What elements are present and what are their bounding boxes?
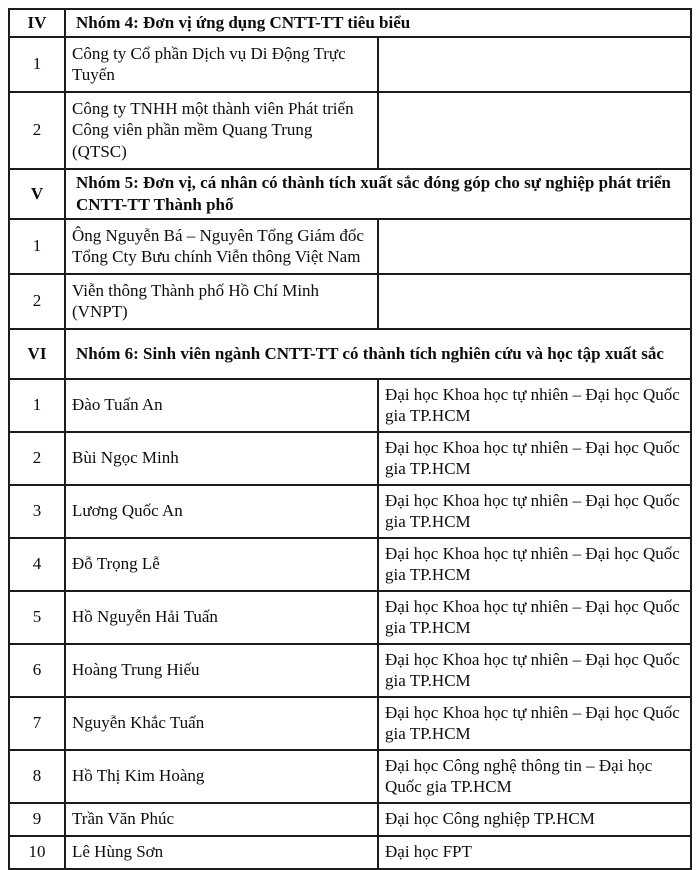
group-title: Nhóm 4: Đơn vị ứng dụng CNTT-TT tiêu biểu bbox=[65, 9, 691, 37]
name-cell: Đỗ Trọng Lễ bbox=[65, 538, 378, 591]
name-cell: Đào Tuấn An bbox=[65, 379, 378, 432]
org-cell: Đại học Khoa học tự nhiên – Đại học Quốc gia TP.HCM bbox=[378, 591, 691, 644]
name-cell: Ông Nguyễn Bá – Nguyên Tổng Giám đốc Tổng Cty Bưu chính Viễn thông Việt Nam bbox=[65, 219, 378, 274]
name-cell: Trần Văn Phúc bbox=[65, 803, 378, 836]
row-number-cell: 4 bbox=[9, 538, 65, 591]
row-number-cell: 5 bbox=[9, 591, 65, 644]
table-row bbox=[9, 591, 691, 644]
org-cell bbox=[378, 219, 691, 274]
table-row bbox=[9, 92, 691, 169]
table-row bbox=[9, 644, 691, 697]
name-cell: Hồ Nguyễn Hải Tuấn bbox=[65, 591, 378, 644]
table-row bbox=[9, 538, 691, 591]
table-row bbox=[9, 750, 691, 803]
org-cell: Đại học FPT bbox=[378, 836, 691, 869]
name-cell: Hồ Thị Kim Hoàng bbox=[65, 750, 378, 803]
name-cell: Lê Hùng Sơn bbox=[65, 836, 378, 869]
table-row bbox=[9, 836, 691, 869]
org-cell: Đại học Khoa học tự nhiên – Đại học Quốc gia TP.HCM bbox=[378, 379, 691, 432]
table-row bbox=[9, 803, 691, 836]
name-cell: Hoàng Trung Hiếu bbox=[65, 644, 378, 697]
row-number-cell: 1 bbox=[9, 37, 65, 92]
group-roman-numeral: IV bbox=[9, 9, 65, 37]
row-number-cell: 2 bbox=[9, 432, 65, 485]
name-cell: Bùi Ngọc Minh bbox=[65, 432, 378, 485]
row-number-cell: 9 bbox=[9, 803, 65, 836]
row-number-cell: 2 bbox=[9, 92, 65, 169]
row-number-cell: 8 bbox=[9, 750, 65, 803]
row-number-cell: 1 bbox=[9, 379, 65, 432]
name-cell: Lương Quốc An bbox=[65, 485, 378, 538]
name-cell: Công ty Cổ phần Dịch vụ Di Động Trực Tuyến bbox=[65, 37, 378, 92]
name-cell: Công ty TNHH một thành viên Phát triển Công viên phần mềm Quang Trung (QTSC) bbox=[65, 92, 378, 169]
row-number-cell: 6 bbox=[9, 644, 65, 697]
org-cell bbox=[378, 37, 691, 92]
org-cell: Đại học Khoa học tự nhiên – Đại học Quốc gia TP.HCM bbox=[378, 644, 691, 697]
group-header-row bbox=[9, 169, 691, 219]
row-number-cell: 1 bbox=[9, 219, 65, 274]
name-cell: Viễn thông Thành phố Hồ Chí Minh (VNPT) bbox=[65, 274, 378, 329]
org-cell: Đại học Khoa học tự nhiên – Đại học Quốc gia TP.HCM bbox=[378, 697, 691, 750]
row-number-cell: 10 bbox=[9, 836, 65, 869]
document-page bbox=[0, 8, 700, 870]
group-roman-numeral: V bbox=[9, 169, 65, 219]
row-number-cell: 7 bbox=[9, 697, 65, 750]
table-row bbox=[9, 697, 691, 750]
row-number-cell: 2 bbox=[9, 274, 65, 329]
group-header-row bbox=[9, 9, 691, 37]
group-title: Nhóm 5: Đơn vị, cá nhân có thành tích xuất sắc đóng góp cho sự nghiệp phát triển CNTT-TT Thành phố bbox=[65, 169, 691, 219]
awards-table bbox=[8, 8, 692, 870]
org-cell: Đại học Công nghệ thông tin – Đại học Quốc gia TP.HCM bbox=[378, 750, 691, 803]
org-cell: Đại học Khoa học tự nhiên – Đại học Quốc gia TP.HCM bbox=[378, 485, 691, 538]
row-number-cell: 3 bbox=[9, 485, 65, 538]
table-row bbox=[9, 37, 691, 92]
table-row bbox=[9, 379, 691, 432]
table-row bbox=[9, 432, 691, 485]
org-cell bbox=[378, 274, 691, 329]
table-row bbox=[9, 274, 691, 329]
table-row bbox=[9, 219, 691, 274]
org-cell bbox=[378, 92, 691, 169]
group-title: Nhóm 6: Sinh viên ngành CNTT-TT có thành tích nghiên cứu và học tập xuất sắc bbox=[65, 329, 691, 379]
org-cell: Đại học Khoa học tự nhiên – Đại học Quốc gia TP.HCM bbox=[378, 538, 691, 591]
org-cell: Đại học Công nghiệp TP.HCM bbox=[378, 803, 691, 836]
org-cell: Đại học Khoa học tự nhiên – Đại học Quốc gia TP.HCM bbox=[378, 432, 691, 485]
group-header-row bbox=[9, 329, 691, 379]
table-row bbox=[9, 485, 691, 538]
group-roman-numeral: VI bbox=[9, 329, 65, 379]
name-cell: Nguyễn Khắc Tuấn bbox=[65, 697, 378, 750]
